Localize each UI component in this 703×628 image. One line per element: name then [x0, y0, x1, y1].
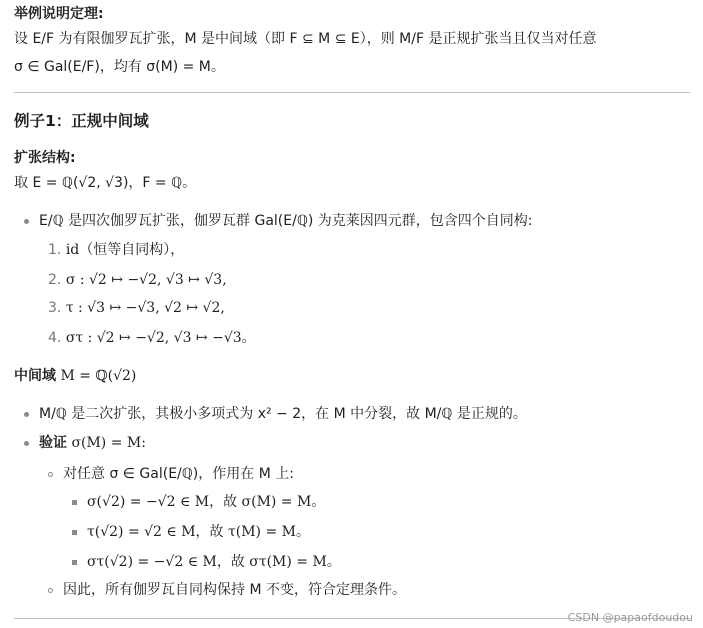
- bullet-circle-icon: [48, 472, 53, 477]
- bullet-dot-icon: [24, 441, 29, 446]
- verify-bullet: [24, 433, 146, 453]
- intermediate-field-heading: [14, 366, 136, 386]
- check-item: [72, 492, 325, 512]
- conclusion-text: 因此，所有伽罗瓦自同构保持 M 不变，符合定理条件。: [63, 582, 406, 598]
- automorphism-text: id（恒等自同构），: [65, 242, 185, 258]
- action-sub-bullet: [48, 464, 294, 484]
- normal-extension-bullet: [24, 404, 527, 424]
- conclusion-sub-bullet: [48, 580, 406, 600]
- theorem-line-2: σ ∈ Gal(E/F)，均有 σ(M) = M。: [14, 59, 225, 75]
- galois-bullet: [24, 211, 532, 231]
- automorphism-number: 1.: [48, 242, 62, 258]
- extension-line: 取 E = ℚ(√2, √3)，F = ℚ。: [14, 175, 197, 191]
- verify-label: 验证: [39, 435, 67, 451]
- automorphism-text: στ : √2 ↦ −√2, √3 ↦ −√3。: [65, 330, 256, 346]
- galois-bullet-text: E/ℚ 是四次伽罗瓦扩张，伽罗瓦群 Gal(E/ℚ) 为克莱因四元群，包含四个自同构:: [39, 213, 533, 229]
- theorem-line-1: 设 E/F 为有限伽罗瓦扩张，M 是中间域（即 F ⊆ M ⊆ E），则 M/F 是正规扩张当且仅当对任意: [14, 31, 597, 47]
- example-title: 例子1：正规中间域: [14, 112, 149, 130]
- check-item: [72, 552, 341, 572]
- bullet-square-icon: [72, 530, 77, 535]
- normal-extension-text: M/ℚ 是二次扩张，其极小多项式为 x² − 2，在 M 中分裂，故 M/ℚ 是正规的。: [39, 406, 527, 422]
- bullet-square-icon: [72, 500, 77, 505]
- automorphism-number: 4.: [48, 330, 62, 346]
- automorphism-item: [48, 240, 184, 260]
- action-sub-text: 对任意 σ ∈ Gal(E/ℚ)，作用在 M 上:: [63, 466, 294, 482]
- intermediate-field-label: 中间域: [14, 368, 56, 384]
- check-text: στ(√2) = −√2 ∈ M，故 στ(M) = M。: [87, 554, 341, 570]
- bullet-square-icon: [72, 560, 77, 565]
- theorem-heading: 举例说明定理:: [14, 6, 104, 22]
- check-text: σ(√2) = −√2 ∈ M，故 σ(M) = M。: [87, 494, 326, 510]
- automorphism-item: [48, 298, 225, 318]
- automorphism-text: σ : √2 ↦ −√2, √3 ↦ √3,: [65, 272, 227, 288]
- check-text: τ(√2) = √2 ∈ M，故 τ(M) = M。: [87, 524, 310, 540]
- automorphism-number: 2.: [48, 272, 62, 288]
- bullet-dot-icon: [24, 412, 29, 417]
- bullet-circle-icon: [48, 588, 53, 593]
- automorphism-number: 3.: [48, 300, 62, 316]
- bullet-dot-icon: [24, 219, 29, 224]
- divider-top: [14, 92, 690, 93]
- automorphism-item: [48, 270, 227, 290]
- intermediate-field-math: M = ℚ(√2): [60, 368, 137, 384]
- check-item: [72, 522, 310, 542]
- watermark: CSDN @papaofdoudou: [567, 611, 693, 624]
- extension-heading: 扩张结构:: [14, 150, 76, 166]
- automorphism-item: [48, 328, 256, 348]
- automorphism-text: τ : √3 ↦ −√3, √2 ↦ √2,: [65, 300, 225, 316]
- verify-math: σ(M) = M:: [71, 435, 146, 451]
